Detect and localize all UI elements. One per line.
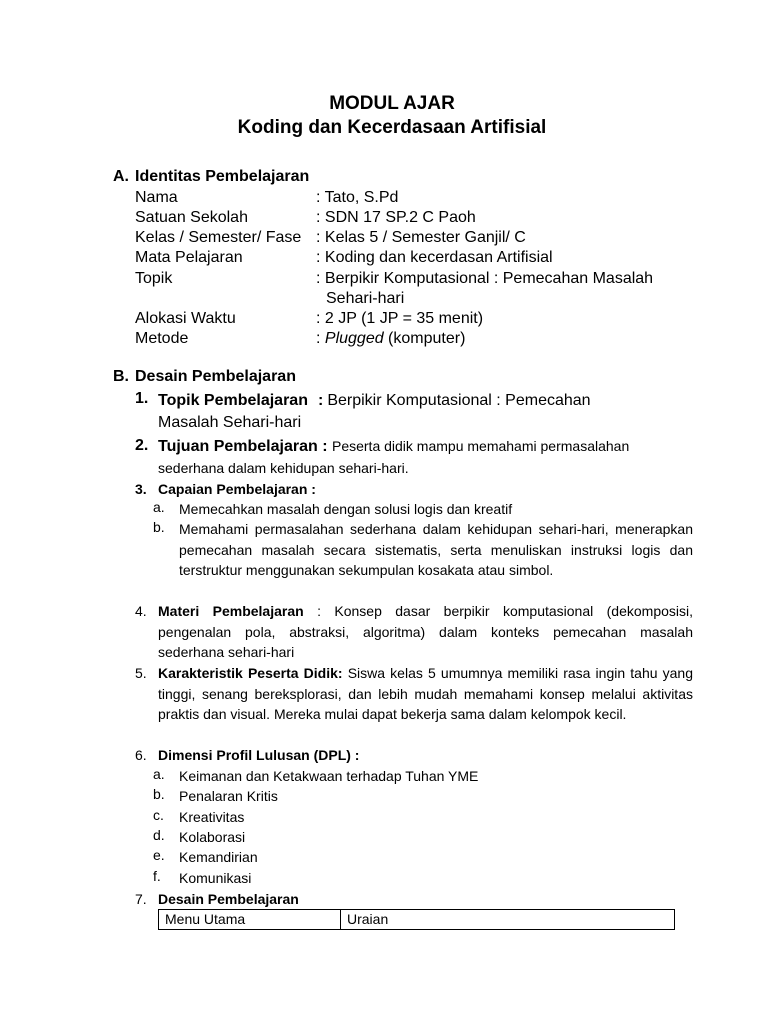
identity-value-cont: Sehari-hari: [326, 290, 405, 307]
sub-item-text: Memecahkan masalah dengan solusi logis dan kreatif: [179, 501, 513, 517]
value-suffix: (komputer): [383, 330, 466, 347]
identity-key: Nama: [135, 189, 178, 206]
section-a-title: Identitas Pembelajaran: [135, 168, 310, 185]
table-header-menu-utama: Menu Utama: [159, 910, 341, 929]
item-label: Karakteristik Peserta Didik:: [158, 665, 343, 681]
identity-key: Alokasi Waktu: [135, 310, 236, 327]
identity-value: : Koding dan kecerdasan Artifisial: [316, 249, 553, 266]
item-1-topik-cont: [158, 412, 693, 433]
item-text: : Konsep dasar berpikir komputasional (dekomposisi, pengenalan pola, abstraksi, algoritma) dalam konteks pemecahan masalah sederhana sehari-hari: [158, 603, 694, 660]
item-text-cont: Masalah Sehari-hari: [158, 414, 302, 431]
item-label: Topik Pembelajaran: [158, 392, 308, 409]
sub-item-text: Kolaborasi: [179, 829, 246, 845]
value-prefix: :: [316, 330, 325, 347]
section-a-heading: [113, 168, 309, 186]
identity-value: : SDN 17 SP.2 C Paoh: [316, 209, 476, 226]
sub-item-text: Kreativitas: [179, 809, 245, 825]
identity-key: Metode: [135, 330, 189, 347]
sub-letter: b.: [153, 519, 165, 535]
item-4-materi: [158, 601, 693, 663]
desain-table: [158, 909, 675, 930]
identity-key: Satuan Sekolah: [135, 209, 248, 226]
item-label: Tujuan Pembelajaran :: [158, 438, 328, 455]
item-number: 1.: [135, 390, 149, 407]
item-number: 4.: [135, 603, 147, 619]
item-text: Siswa kelas 5 umumnya memiliki rasa ingin tahu yang tinggi, senang bereksplorasi, dan lebih mudah memahami konsep melalui aktivitas praktis dan visual. Mereka mulai dapat bekerja sama dalam kelompok kecil.: [158, 665, 693, 722]
item-6-dpl: Dimensi Profil Lulusan (DPL) :: [158, 747, 360, 763]
item-3-capaian: Capaian Pembelajaran :: [158, 481, 316, 497]
item-label: Materi Pembelajaran: [158, 603, 304, 619]
item-number: 7.: [135, 891, 147, 907]
section-a-label: A.: [113, 168, 129, 185]
identity-value: : Berpikir Komputasional : Pemecahan Masalah: [316, 270, 654, 287]
sub-item-text: Keimanan dan Ketakwaan terhadap Tuhan YME: [179, 768, 479, 784]
sub-letter: a.: [153, 766, 165, 782]
item-number: 2.: [135, 437, 149, 454]
identity-value: : Kelas 5 / Semester Ganjil/ C: [316, 229, 526, 246]
item-number: 3.: [135, 481, 147, 497]
item-2-tujuan-cont: [158, 458, 693, 479]
item-separator: :: [317, 392, 324, 409]
item-number: 6.: [135, 747, 147, 763]
sub-item-text: Komunikasi: [179, 870, 252, 886]
identity-value: [316, 329, 696, 349]
document-subtitle: Koding dan Kecerdasaan Artifisial: [237, 117, 547, 138]
item-7-desain: Desain Pembelajaran: [158, 891, 299, 907]
item-text: Berpikir Komputasional : Pemecahan: [327, 392, 591, 409]
item-2-tujuan: [158, 436, 693, 457]
section-b-heading: [113, 368, 296, 386]
sub-letter: b.: [153, 786, 165, 802]
sub-item-text: Penalaran Kritis: [179, 788, 278, 804]
sub-letter: c.: [153, 807, 164, 823]
document-title: MODUL AJAR: [329, 93, 455, 114]
sub-letter: a.: [153, 499, 165, 515]
table-header-uraian: Uraian: [347, 911, 389, 927]
sub-letter: d.: [153, 827, 165, 843]
identity-value: : 2 JP (1 JP = 35 menit): [316, 310, 484, 327]
identity-key: Mata Pelajaran: [135, 249, 243, 266]
section-b-title: Desain Pembelajaran: [135, 368, 296, 385]
sub-letter: e.: [153, 847, 165, 863]
item-text: Peserta didik mampu memahami permasalahan: [331, 438, 630, 454]
identity-key: Kelas / Semester/ Fase: [135, 229, 302, 246]
section-b-label: B.: [113, 368, 129, 385]
item-number: 5.: [135, 665, 147, 681]
item-5-karakteristik: [158, 663, 693, 725]
sub-item-text: Memahami permasalahan sederhana dalam kehidupan sehari-hari, menerapkan pemecahan masalah secara sistematis, serta menuliskan instruksi logis dan terstruktur menggunakan sekumpulan kosakata atau simbol.: [179, 521, 693, 578]
identity-value: : Tato, S.Pd: [316, 189, 399, 206]
value-italic: Plugged: [324, 330, 384, 347]
sub-item-text: Kemandirian: [179, 849, 258, 865]
sub-letter: f.: [153, 868, 161, 884]
identity-key: Topik: [135, 270, 173, 287]
item-1-topik: [158, 390, 693, 411]
item-text-cont: sederhana dalam kehidupan sehari-hari.: [158, 460, 409, 476]
